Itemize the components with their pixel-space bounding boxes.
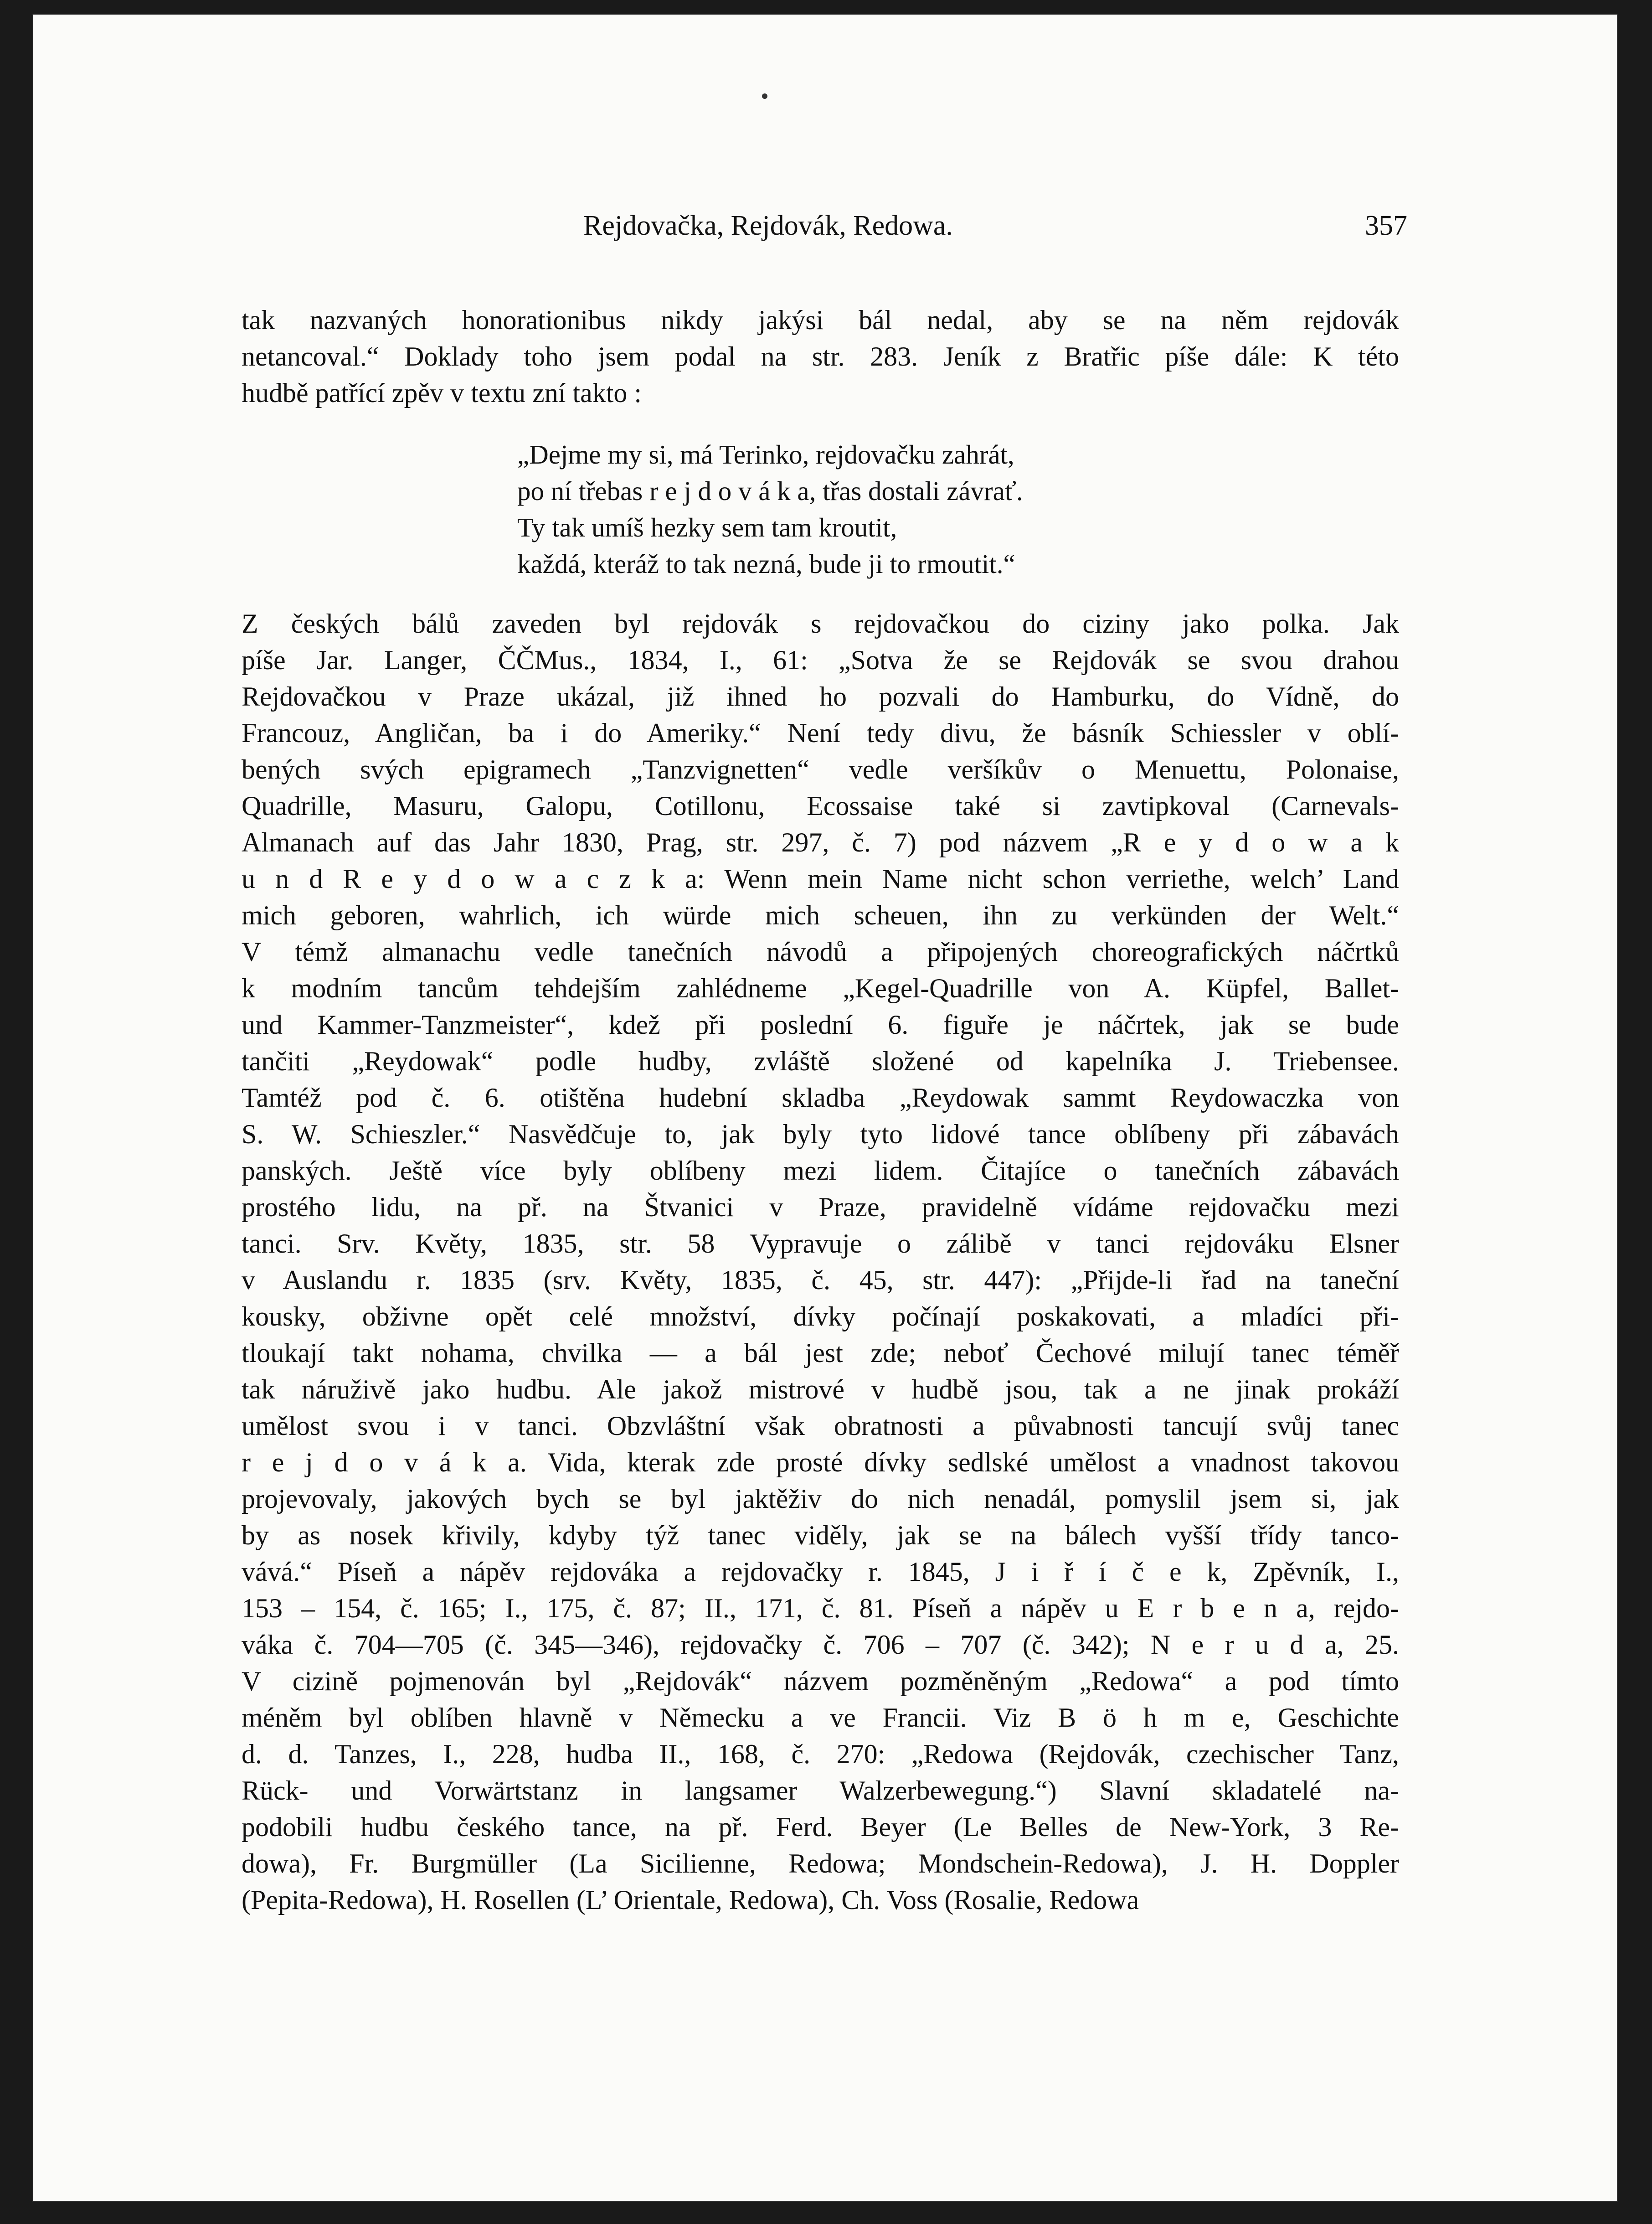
text-line: by as nosek křivily, kdyby týž tanec viděly, jak se na bálech vyšší třídy tanco- bbox=[242, 1520, 1399, 1550]
page-number: 357 bbox=[1365, 210, 1407, 241]
text-line: podobili hudbu českého tance, na př. Ferd. Beyer (Le Belles de New-York, 3 Re- bbox=[242, 1812, 1399, 1842]
text-line: k modním tancům tehdejším zahlédneme „Kegel-Quadrille von A. Küpfel, Ballet- bbox=[242, 973, 1399, 1003]
text-line: píše Jar. Langer, ČČMus., 1834, I., 61: „Sotva že se Rejdovák se svou drahou bbox=[242, 645, 1399, 675]
text-line: Rück- und Vorwärtstanz in langsamer Walzerbewegung.“) Slavní skladatelé na- bbox=[242, 1775, 1399, 1806]
text-line: tak nazvaných honorationibus nikdy jakýsi bál nedal, aby se na něm rejdovák bbox=[242, 305, 1399, 335]
text-line: hudbě patřící zpěv v textu zní takto : bbox=[242, 378, 642, 408]
text-line: vává.“ Píseň a nápěv rejdováka a rejdovačky r. 1845, J i ř í č e k, Zpěvník, I., bbox=[242, 1557, 1399, 1587]
text-line: (Pepita-Redowa), H. Rosellen (L’ Orientale, Redowa), Ch. Voss (Rosalie, Redowa bbox=[242, 1885, 1139, 1915]
text-line: dowa), Fr. Burgmüller (La Sicilienne, Redowa; Mondschein-Redowa), J. H. Doppler bbox=[242, 1848, 1399, 1878]
text-line: umělost svou i v tanci. Obzvláštní však obratnosti a půvabnosti tancují svůj tanec bbox=[242, 1411, 1399, 1441]
text-line: und Kammer-Tanzmeister“, kdež při poslední 6. figuře je náčrtek, jak se bude bbox=[242, 1010, 1399, 1040]
text-line: Almanach auf das Jahr 1830, Prag, str. 297, č. 7) pod názvem „R e y d o w a k bbox=[242, 827, 1399, 857]
text-line: panských. Ještě více byly oblíbeny mezi lidem. Čitajíce o tanečních zábavách bbox=[242, 1156, 1399, 1186]
text-line: r e j d o v á k a. Vida, kterak zde prosté dívky sedlské umělost a vnadnost takovou bbox=[242, 1447, 1399, 1477]
text-line: méněm byl oblíben hlavně v Německu a ve Francii. Viz B ö h m e, Geschichte bbox=[242, 1703, 1399, 1733]
text-line: Tamtéž pod č. 6. otištěna hudební skladba „Reydowak sammt Reydowaczka von bbox=[242, 1083, 1399, 1113]
verse-line: po ní třebas r e j d o v á k a, třas dostali závrať. bbox=[517, 476, 1023, 506]
text-line: tanci. Srv. Květy, 1835, str. 58 Vypravuje o zálibě v tanci rejdováku Elsner bbox=[242, 1228, 1399, 1259]
text-line: Francouz, Angličan, ba i do Ameriky.“ Není tedy divu, že básník Schiessler v oblí- bbox=[242, 718, 1399, 748]
ink-dot bbox=[762, 93, 767, 99]
text-line: S. W. Schieszler.“ Nasvědčuje to, jak byly tyto lidové tance oblíbeny při zábavách bbox=[242, 1119, 1399, 1149]
text-line: tloukají takt nohama, chvilka — a bál jest zde; neboť Čechové milují tanec téměř bbox=[242, 1338, 1399, 1368]
text-line: bených svých epigramech „Tanzvignetten“ vedle veršíkův o Menuettu, Polonaise, bbox=[242, 754, 1399, 784]
text-line: Quadrille, Masuru, Galopu, Cotillonu, Ecossaise také si zavtipkoval (Carnevals- bbox=[242, 791, 1399, 821]
text-line: V témž almanachu vedle tanečních návodů a připojených choreografických náčrtků bbox=[242, 937, 1399, 967]
text-line: Rejdovačkou v Praze ukázal, již ihned ho pozvali do Hamburku, do Vídně, do bbox=[242, 681, 1399, 712]
text-line: váka č. 704—705 (č. 345—346), rejdovačky č. 706 – 707 (č. 342); N e r u d a, 25. bbox=[242, 1630, 1399, 1660]
text-line: d. d. Tanzes, I., 228, hudba II., 168, č. 270: „Redowa (Rejdovák, czechischer Tanz, bbox=[242, 1739, 1399, 1769]
running-title: Rejdovačka, Rejdovák, Redowa. bbox=[583, 210, 953, 241]
verse-line: „Dejme my si, má Terinko, rejdovačku zahrát, bbox=[517, 439, 1014, 470]
verse-line: každá, kteráž to tak nezná, bude ji to rmoutit.“ bbox=[517, 549, 1015, 579]
verse-line: Ty tak umíš hezky sem tam kroutit, bbox=[517, 512, 897, 542]
text-line: Z českých bálů zaveden byl rejdovák s rejdovačkou do ciziny jako polka. Jak bbox=[242, 609, 1399, 639]
text-line: netancoval.“ Doklady toho jsem podal na str. 283. Jeník z Bratřic píše dále: K této bbox=[242, 341, 1399, 372]
text-line: projevovaly, jakových bych se byl jaktěživ do nich nenadál, pomyslil jsem si, jak bbox=[242, 1484, 1399, 1514]
text-line: 153 – 154, č. 165; I., 175, č. 87; II., 171, č. 81. Píseň a nápěv u E r b e n a, rejdo- bbox=[242, 1593, 1399, 1623]
text-line: v Auslandu r. 1835 (srv. Květy, 1835, č. 45, str. 447): „Přijde-li řad na taneční bbox=[242, 1265, 1399, 1295]
text-line: kousky, obživne opět celé množství, dívky počínají poskakovati, a mladíci při- bbox=[242, 1301, 1399, 1331]
text-line: u n d R e y d o w a c z k a: Wenn mein Name nicht schon verriethe, welch’ Land bbox=[242, 864, 1399, 894]
text-line: prostého lidu, na př. na Štvanici v Praze, pravidelně vídáme rejdovačku mezi bbox=[242, 1192, 1399, 1222]
text-line: mich geboren, wahrlich, ich würde mich scheuen, ihn zu verkünden der Welt.“ bbox=[242, 900, 1399, 930]
text-line: V cizině pojmenován byl „Rejdovák“ názvem pozměněným „Redowa“ a pod tímto bbox=[242, 1666, 1399, 1696]
text-line: tančiti „Reydowak“ podle hudby, zvláště složené od kapelníka J. Triebensee. bbox=[242, 1046, 1399, 1076]
text-line: tak náruživě jako hudbu. Ale jakož mistrové v hudbě jsou, tak a ne jinak prokáží bbox=[242, 1374, 1399, 1404]
